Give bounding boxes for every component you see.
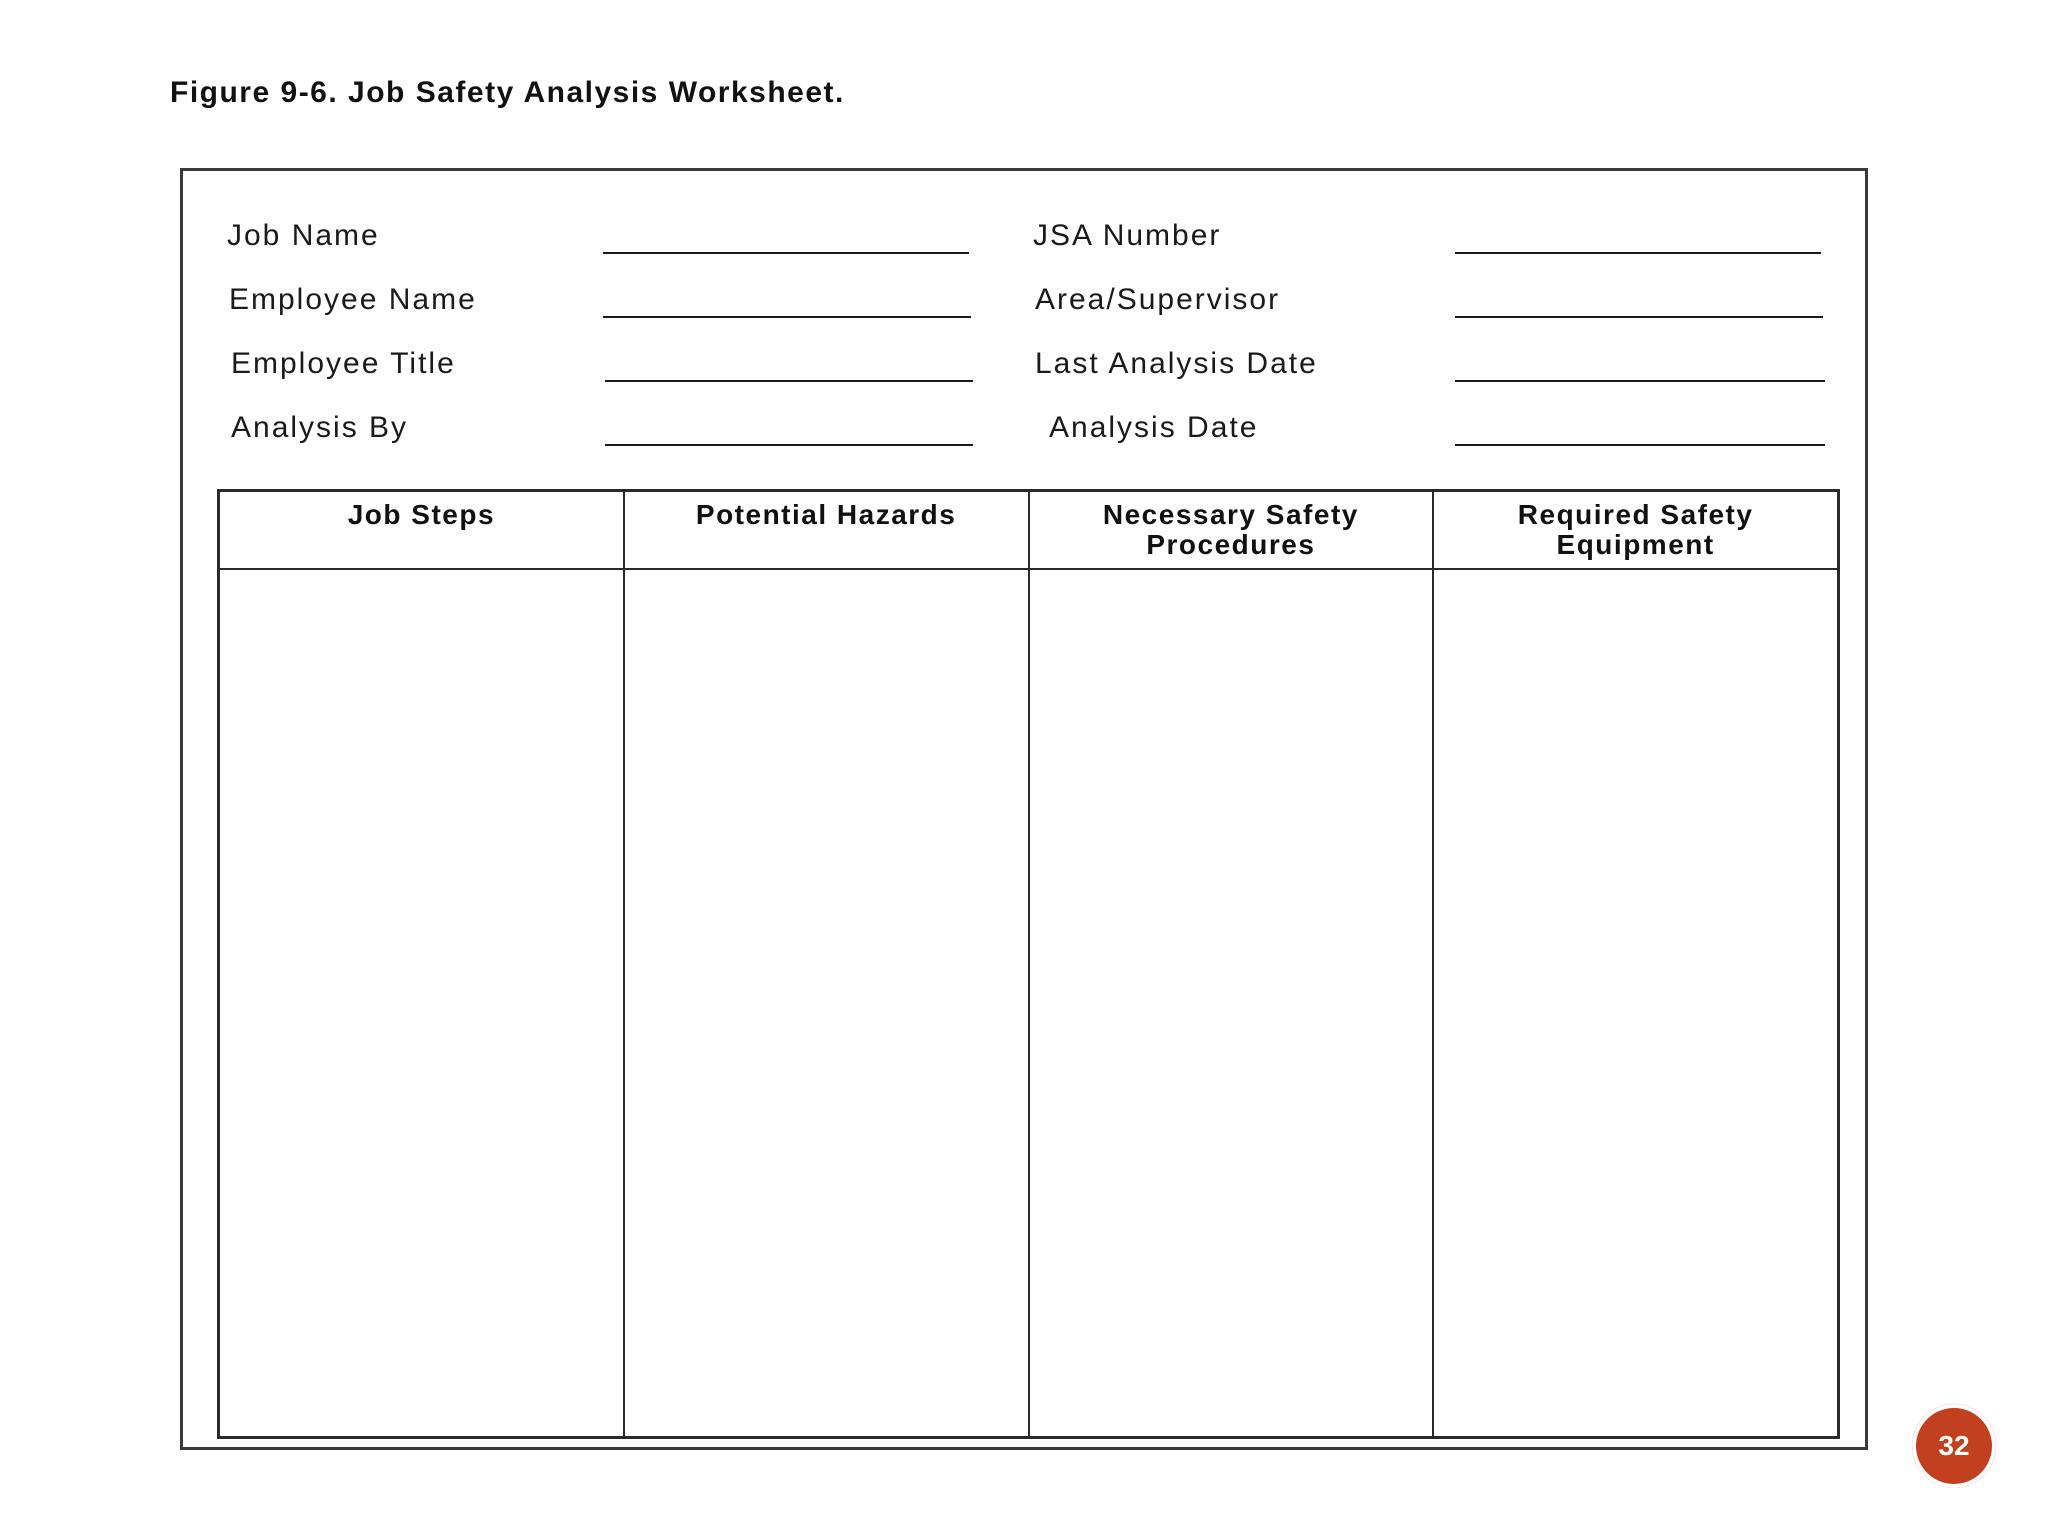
jsa-number-input-line[interactable]: [1455, 252, 1821, 254]
field-jsa-number: [1033, 219, 1833, 259]
field-label: Job Name: [227, 219, 380, 252]
field-analysis-date: [1049, 411, 1849, 451]
field-label: Area/Supervisor: [1035, 283, 1281, 316]
column-header-potential-hazards: Potential Hazards: [625, 492, 1030, 568]
job-steps-cell[interactable]: [220, 570, 625, 1436]
necessary-safety-procedures-cell[interactable]: [1030, 570, 1435, 1436]
jsa-worksheet: [180, 168, 1868, 1450]
column-header-necessary-safety-procedures: Necessary Safety Procedures: [1030, 492, 1435, 568]
field-label: Last Analysis Date: [1035, 347, 1318, 380]
page-number-badge: [1912, 1404, 1996, 1488]
field-label: Employee Title: [231, 347, 456, 380]
potential-hazards-cell[interactable]: [625, 570, 1030, 1436]
required-safety-equipment-cell[interactable]: [1434, 570, 1837, 1436]
figure-title: Figure 9-6. Job Safety Analysis Worksheet.: [170, 76, 845, 109]
jsa-table-body: [220, 570, 1837, 1436]
page-number: 32: [1938, 1430, 1970, 1461]
field-employee-title: [231, 347, 1031, 387]
jsa-table-header: [220, 492, 1837, 570]
analysis-by-input-line[interactable]: [605, 444, 973, 446]
field-employee-name: [229, 283, 1029, 323]
field-label: Employee Name: [229, 283, 477, 316]
employee-name-input-line[interactable]: [603, 316, 971, 318]
analysis-date-input-line[interactable]: [1455, 444, 1825, 446]
field-label: Analysis Date: [1049, 411, 1259, 444]
employee-title-input-line[interactable]: [605, 380, 973, 382]
column-header-job-steps: Job Steps: [220, 492, 625, 568]
field-label: JSA Number: [1033, 219, 1222, 252]
field-last-analysis-date: [1035, 347, 1835, 387]
jsa-table: [217, 489, 1840, 1439]
field-area-supervisor: [1035, 283, 1835, 323]
area-supervisor-input-line[interactable]: [1455, 316, 1823, 318]
field-analysis-by: [231, 411, 1031, 451]
field-label: Analysis By: [231, 411, 409, 444]
last-analysis-date-input-line[interactable]: [1455, 380, 1825, 382]
column-header-required-safety-equipment: Required Safety Equipment: [1517, 499, 1754, 560]
field-job-name: [227, 219, 1027, 259]
job-name-input-line[interactable]: [603, 252, 969, 254]
